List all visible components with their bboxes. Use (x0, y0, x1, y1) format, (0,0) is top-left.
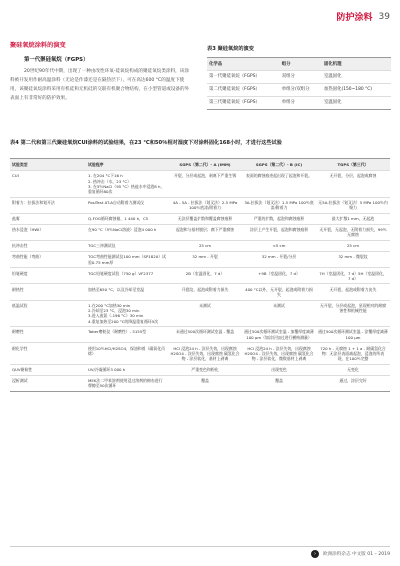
table3-cell: 第一代聚硅氧烷（FGPS） (207, 71, 280, 84)
table4-cell: 表面的腐蚀痕迹起出现了起泡和开裂。 (242, 171, 316, 198)
table4-cell: 无5A-拉拔法（划叉法）5 MPa 100％内聚力 (316, 197, 390, 213)
table3-row (207, 71, 391, 84)
table4-cell: 未通过500次循环测试室温 - 覆盖 (168, 327, 242, 343)
table4-cell: 使用10％HCl/H2SO4，保油和着（碳氧化丙烯） (86, 343, 168, 364)
table4-cell: 无变化 (316, 364, 390, 375)
table4-cell: 无涂层覆盖扩散和覆盖腐蚀痕积 (168, 213, 242, 224)
header-category: 防护涂料 (336, 13, 373, 23)
table3-cell: 室温固化 (322, 97, 391, 110)
table4-cell: 通过，涂层完好 (316, 375, 390, 391)
table4-cell: 弯曲性能（弯曲） (10, 251, 86, 267)
table3-caption: 表3 聚硅氧烷的演变 (207, 46, 254, 52)
table4-cell: 热水浸泡（HWI） (10, 224, 86, 240)
table4-cell: 开裂纹，起泡或附着力损失 (168, 284, 242, 300)
table4-row (10, 240, 390, 251)
table4-row (10, 251, 390, 267)
table4-cell: 32 mm - 开裂 (168, 251, 242, 267)
table4-row (10, 343, 390, 364)
table4-row (10, 213, 390, 224)
table4-row (10, 375, 390, 391)
table4-cell: 出现变色 (242, 364, 316, 375)
footer-text: 欧洲涂料杂志 中文版 01 – 2019 (322, 552, 390, 557)
table4-header: SGPS（第二代）- B (IC) (242, 159, 316, 171)
table4-header: 试验类型 (10, 159, 86, 171)
table4-cell: 起泡和与基材脱层；腐下严重腐蚀 (168, 224, 242, 240)
footer-divider (10, 546, 390, 547)
table3-header: 组分 (280, 58, 322, 71)
table4-cell: TGC弯曲性能测试仪100 mm（SP1820）试验0.75 mm厚 (86, 251, 168, 267)
table4-cell: 涂层上产生开裂，起泡和腐蚀痕积 (242, 224, 316, 240)
table3-cell: 室温固化 (322, 71, 391, 84)
table4-row (10, 327, 390, 343)
table3-cell: 单组分 (280, 97, 322, 110)
table4-row (10, 364, 390, 375)
table4-cell: 耐热性 (10, 284, 86, 300)
table4-cell: 加热至650 °C，以及冷却至室温 (86, 284, 168, 300)
table4-cell: QUV耐候性 (10, 364, 86, 375)
table4-cell: 7H（室温固化，7 d）5H（室温固化，7 d） (316, 268, 390, 284)
table4-cell: 2B（室温固化，7 d） (168, 268, 242, 284)
table4-cell: TGC三冲测试仪 (86, 240, 168, 251)
table4-row (10, 171, 390, 198)
table4-cell: 无开裂，无起泡，无附着力损失，99％无腐蚀 (316, 224, 390, 240)
table4-cell: 严重变色和粉化 (168, 364, 242, 375)
page-number: 39 (378, 11, 390, 22)
table3 (207, 57, 391, 110)
body-paragraph: 20世纪90年代中期，出现了一种由改性环氧-硅氧烷构成的聚硅氧烷类涂料，该涂料被开发用作耐高温涂料（无论是作漆还是在隔热层下），可在高达600 °C的温度下使用，该聚硅氧烷涂料采用有机硅和无机硅的交联有机聚合物结构，在小型管道或设备的外表面上有非常好的防护效果。 (10, 69, 190, 101)
table4-cell: 32 mm - 微裂纹 (316, 251, 390, 267)
table4-cell: 400 °C以外，无开裂，起泡或附着力损失 (242, 284, 316, 300)
table4-cell: 严重的扩散，起泡和腐蚀痕积 (242, 213, 316, 224)
left-column (10, 40, 190, 103)
table4-cell: 盐雾 (10, 213, 86, 224)
table4-cell: 最大扩散1 mm，无起泡 (316, 213, 390, 224)
table4-cell: 浸析测试 (10, 375, 86, 391)
table4-row (10, 224, 390, 240)
table4-cell: 25 cm (168, 240, 242, 251)
table4-cell: 低温试验 (10, 300, 86, 327)
page-footer (311, 550, 390, 558)
table4-row (10, 300, 390, 327)
table3-cell: 双组分 (280, 71, 322, 84)
table4-cell: 覆盖 (168, 375, 242, 391)
table3-row (207, 97, 391, 110)
table4-cell: CUI (10, 171, 86, 198)
table4-cell: UV/冷凝循环3 000 h (86, 364, 168, 375)
table4-cell: 32 mm - 开裂/分层 (242, 251, 316, 267)
next-page-icon: › (311, 550, 319, 558)
table4-cell: MEK法二甲苯溶剂使用浸过溶剂的棉布进行摩擦至50次循环 (86, 375, 168, 391)
table4-cell: Taber磨耗仪（耐磨性）- 5155型 (86, 327, 168, 343)
right-column (207, 45, 391, 110)
table4-cell: 在90 °C（5％NaCl溶液）浸泡4 000 h (86, 224, 168, 240)
table4-row (10, 284, 390, 300)
table4-cell: 通过500次循环测试室温 - 涂覆厚度减薄100 μm (316, 327, 390, 343)
table4-header: 试验程序 (86, 159, 168, 171)
table4 (10, 158, 390, 392)
table4-cell: 铅笔硬度 (10, 268, 86, 284)
table4-cell: 未测试 (242, 300, 316, 327)
table4-row (10, 197, 390, 213)
table4-cell: 25 cm (316, 240, 390, 251)
table4-cell: 未测试 (168, 300, 242, 327)
table4-cell: PosiTest AT-A自动附着力测试仪 (86, 197, 168, 213)
subsection-title: 第一代聚硅氧烷（FGPS） (24, 57, 89, 63)
table4-cell: 覆盖 (242, 375, 316, 391)
table4-cell: 无开裂，起泡或附着力丧失 (316, 284, 390, 300)
table4-cell: 4A - 5A - 拉拔法（划叉法）2.5 MPa 100％底漆/附着力 (168, 197, 242, 213)
table3-cell: 第二代聚硅氧烷（FGPS） (207, 84, 280, 97)
table4-row (10, 268, 390, 284)
table4-cell: 耐磨性 (10, 327, 86, 343)
table4-cell: 720 h - 无腐蚀 1 + 1 a - 耐碳氢化合物：无涂层表面减起泡，浸泡的所表现，在100％完整 (316, 343, 390, 364)
table4-cell: 抗冲击性 (10, 240, 86, 251)
table4-cell: 1.在200 °C加热30 min 2.冷却至23 °C，浸泡30 min 3.进入液氮（-196 °C）30 min 4.重复加热至200 °C的降温重复循环5次 (86, 300, 168, 327)
table4-cell: +9B（室温固化，7 d） (242, 268, 316, 284)
table4-cell: HCl 浸泡24 h - 涂层失效，出现腐蚀 H2SO4 - 涂层失效，出现腐蚀 碳氢化合物 - 涂层软化，微数基材上剥离 (242, 343, 316, 364)
table4-header: SGPS（第二代）- A (IMM) (168, 159, 242, 171)
section-title: 聚硅氧烷涂料的演变 (10, 42, 66, 49)
table3-cell: 加热固化(150~180 °C) (322, 84, 391, 97)
table4-cell: <5 cm (242, 240, 316, 251)
table4-cell: 无开裂，分层或起泡，星现相对的耐腐蚀性和机械性能 (316, 300, 390, 327)
table4-cell: TGC铅笔硬度试验（750 g）VF2377 (86, 268, 168, 284)
table4-cell: 1. 在204 °C下16 h 2. 热冲击（水，23 °C） 3. 在5％NaCl（95 °C）热盐水中浸泡8 h，重复循环80次 (86, 171, 168, 198)
table4-cell: 附着力：拉拔法和划开法 (10, 197, 86, 213)
table4-cell: Q-FOG循环腐蚀箱，1 440 h，C5 (86, 213, 168, 224)
table3-cell: 第三代聚硅氧烷（FGPS） (207, 97, 280, 110)
table3-header: 固化机理 (322, 58, 391, 71)
table3-header: 化学品 (207, 58, 280, 71)
table4-cell: 3A-拉拔法（划叉法）1.5 MPa 100％底漆/附着力 (242, 197, 316, 213)
table4-cell: HCl 浸泡24 h - 涂层失效，出现腐蚀 H2SO4 - 涂层失效，出现腐蚀 碳氢化合物 - 涂层软化，基材上剥离 (168, 343, 242, 364)
table4-cell: 通过500次循环测试室温 - 加覆厚度减薄100 μm（如涂层加过进行横格测量） (242, 327, 316, 343)
table3-row (207, 84, 391, 97)
table4-cell: 无开裂，分层，起泡或腐蚀 (316, 171, 390, 198)
table4-header: TGPS（第三代） (316, 159, 390, 171)
table4-caption: 表4 第二代和第三代聚硅氧烷CUI涂料的试验结果，在23 °C和50％相对湿度下对涂料固化168小时，才进行这些试验 (10, 140, 282, 146)
page-header (337, 10, 390, 23)
table3-cell: 单组分/双组分 (280, 84, 322, 97)
table4-cell: 开裂，分层或起泡，剥离下严重生锈 (168, 171, 242, 198)
table4-cell: 耐化学性 (10, 343, 86, 364)
